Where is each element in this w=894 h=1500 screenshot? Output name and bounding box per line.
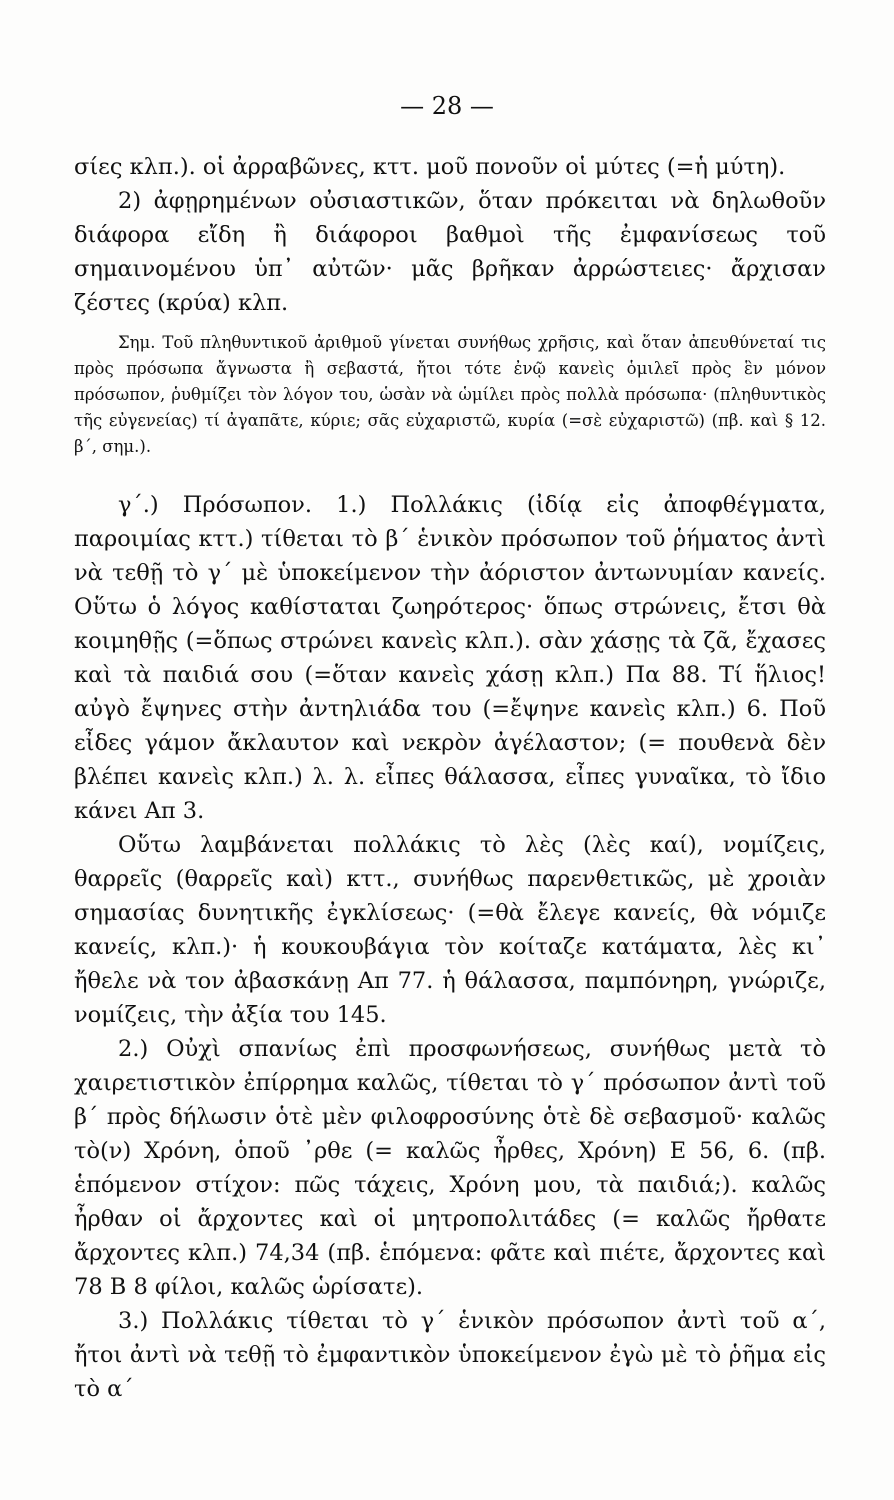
paragraph-les: Οὕτω λαμβάνεται πολλάκις τὸ λὲς (λὲς καί), νομίζεις, θαρρεῖς (θαρρεῖς καὶ) κττ., συνήθως παρενθετικῶς, μὲ χροιὰν σημασίας δυνητικῆς ἐγκλίσεως· (=θὰ ἔλεγε κανείς, θὰ νόμιζε κανείς, κλπ.)· ἡ κουκουβάγια τὸν κοίταζε κατάματα, λὲς κι᾽ ἤθελε νὰ τον ἀβασκάνῃ Απ 77. ἡ θάλασσα, παμπόνηρη, γνώριζε, νομίζεις, τὴν ἀξία του 145.	[74, 832, 826, 1028]
note-paragraph: Σημ. Τοῦ πληθυντικοῦ ἀριθμοῦ γίνεται συνήθως χρῆσις, καὶ ὅταν ἀπευθύνεταί τις πρὸς πρόσωπα ἄγνωστα ἢ σεβαστά, ἤτοι τότε ἐνῷ κανεὶς ὁμιλεῖ πρὸς ἓν μόνον πρόσωπον, ῥυθμίζει τὸν λόγον του, ὡσὰν νὰ ὡμίλει πρὸς πολλὰ πρόσωπα· (πληθυντικὸς τῆς εὐγενείας) τί ἀγαπᾶτε, κύριε; σᾶς εὐχαριστῶ, κυρία (=σὲ εὐχαριστῶ) (πβ. καὶ § 12. β΄, σημ.).	[74, 333, 826, 456]
paragraph-2: 2) ἀφῃρημένων οὐσιαστικῶν, ὅταν πρόκειται νὰ δηλωθοῦν διάφορα εἴδη ἢ διάφοροι βαθμοὶ τῆς ἐμφανίσεως τοῦ σημαινομένου ὑπ᾽ αὐτῶν· μᾶς βρῆκαν ἀρρώστειες· ἄρχισαν ζέστες (κρύα) κλπ.	[74, 188, 826, 316]
page-content	[74, 150, 826, 1406]
page-number: — 28 —	[400, 92, 494, 120]
paragraph-1: σίες κλπ.). οἱ ἀρραβῶνες, κττ. μοῦ πονοῦν οἱ μύτες (=ἡ μύτη).	[74, 154, 786, 180]
paragraph-address: 2.) Οὐχὶ σπανίως ἐπὶ προσφωνήσεως, συνήθως μετὰ τὸ χαιρετιστικὸν ἐπίρρημα καλῶς, τίθεται τὸ γ΄ πρόσωπον ἀντὶ τοῦ β΄ πρὸς δήλωσιν ὁτὲ μὲν φιλοφροσύνης ὁτὲ δὲ σεβασμοῦ· καλῶς τὸ(ν) Χρόνη, ὁποῦ ᾽ρθε (= καλῶς ἦρθες, Χρόνη) Ε 56, 6. (πβ. ἑπόμενον στίχον: πῶς τάχεις, Χρόνη μου, τὰ παιδιά;). καλῶς ἦρθαν οἱ ἄρχοντες καὶ οἱ μητροπολιτάδες (= καλῶς ἤρθατε ἄρχοντες κλπ.) 74,34 (πβ. ἑπόμενα: φᾶτε καὶ πιέτε, ἄρχοντες καὶ 78 Β 8 φίλοι, καλῶς ὡρίσατε).	[74, 1036, 826, 1300]
paragraph-person: γ΄.) Πρόσωπον. 1.) Πολλάκις (ἰδίᾳ εἰς ἀποφθέγματα, παροιμίας κττ.) τίθεται τὸ β΄ ἑνικὸν πρόσωπον τοῦ ῥήματος ἀντὶ νὰ τεθῇ τὸ γ΄ μὲ ὑποκείμενον τὴν ἀόριστον ἀντωνυμίαν κανείς. Οὕτω ὁ λόγος καθίσταται ζωηρότερος· ὅπως στρώνεις, ἔτσι θὰ κοιμηθῇς (=ὅπως στρώνει κανεὶς κλπ.). σὰν χάσῃς τὰ ζᾶ, ἔχασες καὶ τὰ παιδιά σου (=ὅταν κανεὶς χάσῃ κλπ.) Πα 88. Τί ἥλιος! αὐγὸ ἔψηνες στὴν ἀντηλιάδα του (=ἔψηνε κανεὶς κλπ.) 6. Ποῦ εἶδες γάμον ἄκλαυτον καὶ νεκρὸν ἀγέλαστον; (= πουθενὰ δὲν βλέπει κανεὶς κλπ.) λ. λ. εἶπες θάλασσα, εἶπες γυναῖκα, τὸ ἴδιο κάνει Απ 3.	[74, 492, 826, 824]
paragraph-third: 3.) Πολλάκις τίθεται τὸ γ΄ ἑνικὸν πρόσωπον ἀντὶ τοῦ α΄, ἤτοι ἀντὶ νὰ τεθῇ τὸ ἐμφαντικὸν ὑποκείμενον ἐγὼ μὲ τὸ ῥῆμα εἰς τὸ α΄	[74, 1308, 826, 1402]
